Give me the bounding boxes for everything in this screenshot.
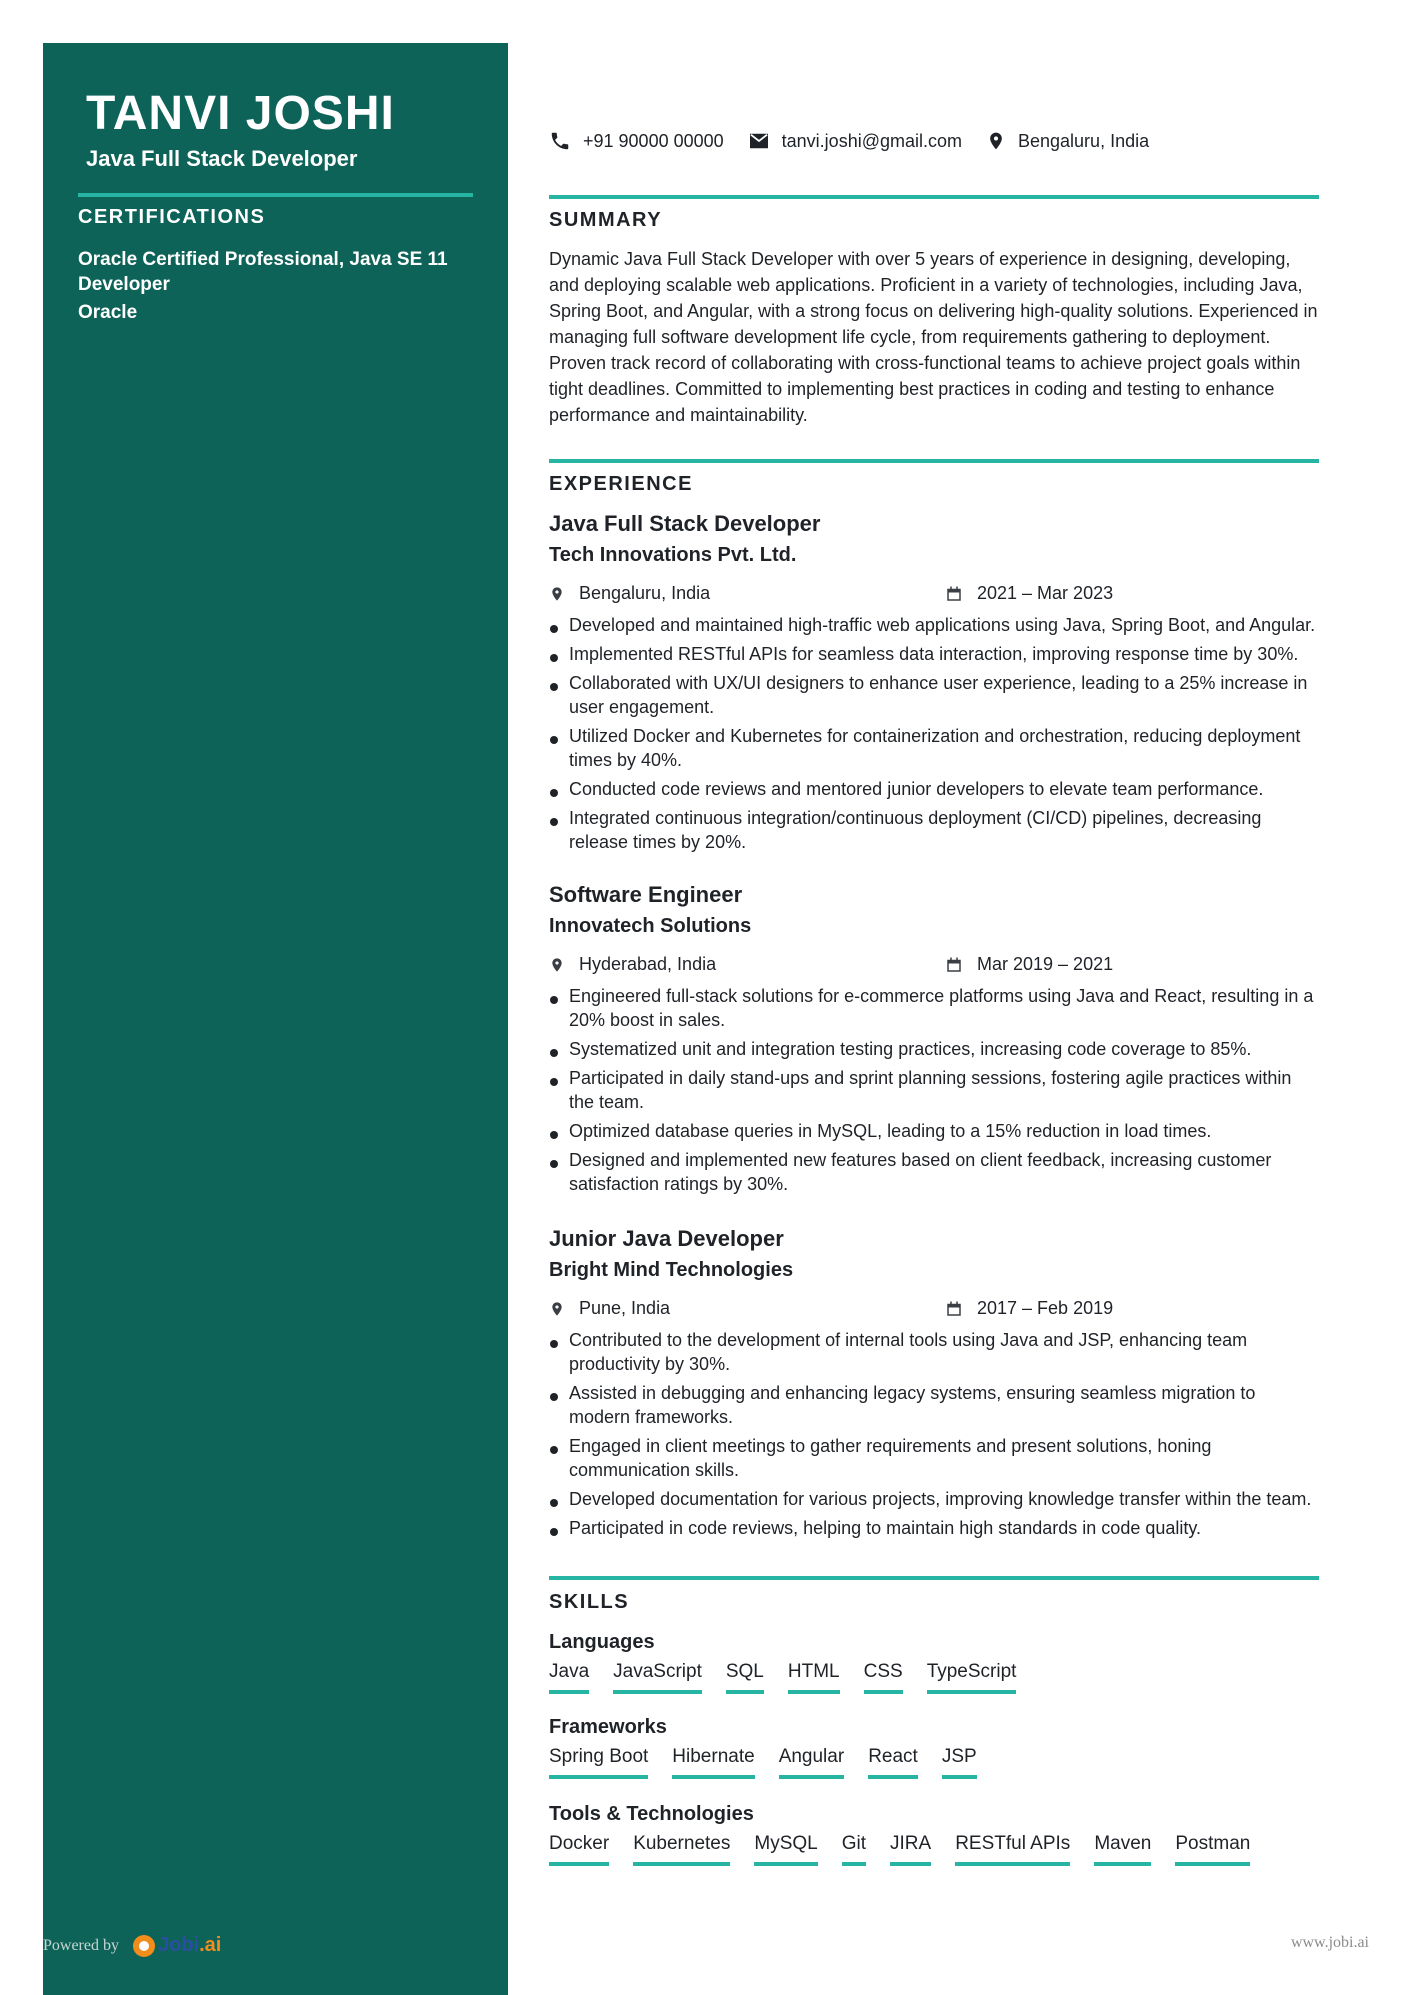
skill-chip: React — [868, 1745, 918, 1779]
job-company: Tech Innovations Pvt. Ltd. — [549, 544, 797, 566]
job-location-text: Hyderabad, India — [579, 954, 717, 974]
contact-location — [986, 130, 1149, 152]
skill-chip: Java — [549, 1660, 589, 1694]
job-title: Java Full Stack Developer — [549, 511, 821, 536]
skill-chip: HTML — [788, 1660, 840, 1694]
job-dates-text: Mar 2019 – 2021 — [977, 954, 1114, 974]
job-dates — [945, 583, 1113, 604]
list-item: Participated in daily stand-ups and sprint planning sessions, fostering agile practices within the team. — [549, 1066, 1319, 1114]
job-entry — [549, 1224, 1319, 1545]
calendar-icon — [945, 585, 963, 603]
experience-heading: EXPERIENCE — [549, 473, 693, 495]
location-text: Bengaluru, India — [1018, 130, 1150, 151]
job-entry — [549, 509, 1319, 859]
skill-chip: Docker — [549, 1832, 609, 1866]
skill-chip: SQL — [726, 1660, 764, 1694]
summary-divider — [549, 195, 1319, 199]
location-pin-icon — [986, 130, 1006, 152]
skill-chip: JavaScript — [613, 1660, 702, 1694]
job-title: Software Engineer — [549, 882, 743, 907]
skill-group-label: Frameworks — [549, 1716, 667, 1738]
contact-phone[interactable] — [549, 130, 724, 152]
sidebar — [43, 43, 508, 1995]
location-pin-icon — [549, 955, 565, 975]
skill-chip: TypeScript — [927, 1660, 1017, 1694]
skill-chip: Hibernate — [672, 1745, 754, 1779]
skill-chip: MySQL — [754, 1832, 817, 1866]
site-link[interactable]: www.jobi.ai — [1290, 1934, 1369, 1951]
email-icon — [748, 132, 770, 150]
list-item: Designed and implemented new features based on client feedback, increasing customer satisfaction ratings by 30%. — [549, 1148, 1319, 1196]
powered-by-label: Powered by — [43, 1936, 119, 1954]
job-dates-text: 2021 – Mar 2023 — [977, 583, 1114, 603]
experience-divider — [549, 459, 1319, 463]
skill-chips — [549, 1660, 1319, 1694]
location-pin-icon — [549, 584, 565, 604]
skill-group-languages — [549, 1628, 1319, 1694]
job-dates — [945, 954, 1113, 975]
skill-chip: Maven — [1094, 1832, 1151, 1866]
sidebar-divider — [78, 193, 473, 197]
calendar-icon — [945, 956, 963, 974]
summary-heading: SUMMARY — [549, 209, 663, 231]
phone-text: +91 90000 00000 — [583, 130, 724, 151]
list-item: Developed documentation for various projects, improving knowledge transfer within the team. — [549, 1487, 1319, 1511]
job-bullets — [549, 1328, 1319, 1540]
job-location-text: Bengaluru, India — [579, 583, 711, 603]
calendar-icon — [945, 1300, 963, 1318]
skill-chip: JIRA — [890, 1832, 931, 1866]
job-location-text: Pune, India — [579, 1298, 671, 1318]
skill-chip: CSS — [864, 1660, 903, 1694]
skill-chip: Git — [842, 1832, 866, 1866]
list-item: Utilized Docker and Kubernetes for containerization and orchestration, reducing deployment times by 40%. — [549, 724, 1319, 772]
list-item: Participated in code reviews, helping to maintain high standards in code quality. — [549, 1516, 1319, 1540]
skill-chips — [549, 1832, 1319, 1866]
list-item: Developed and maintained high-traffic web applications using Java, Spring Boot, and Angular. — [549, 613, 1319, 637]
job-meta — [549, 950, 1319, 984]
jobi-brand-suffix: .ai — [199, 1934, 222, 1956]
list-item: Collaborated with UX/UI designers to enhance user experience, leading to a 25% increase in user engagement. — [549, 671, 1319, 719]
skill-chips — [549, 1745, 1319, 1779]
list-item: Systematized unit and integration testing practices, increasing code coverage to 85%. — [549, 1037, 1319, 1061]
phone-icon — [549, 130, 571, 152]
job-dates-text: 2017 – Feb 2019 — [977, 1298, 1114, 1318]
job-meta — [549, 579, 1319, 613]
skill-chip: RESTful APIs — [955, 1832, 1070, 1866]
skills-divider — [549, 1576, 1319, 1580]
candidate-role: Java Full Stack Developer — [86, 146, 358, 171]
skill-group-tools — [549, 1800, 1319, 1866]
job-company: Bright Mind Technologies — [549, 1259, 794, 1281]
skill-group-label: Tools & Technologies — [549, 1803, 754, 1825]
email-text: tanvi.joshi@gmail.com — [781, 130, 962, 151]
list-item: Integrated continuous integration/continuous deployment (CI/CD) pipelines, decreasing release times by 20%. — [549, 806, 1319, 854]
certifications-heading: CERTIFICATIONS — [78, 206, 266, 228]
certification-issuer: Oracle — [78, 302, 138, 323]
job-bullets — [549, 613, 1319, 854]
jobi-logo[interactable] — [133, 1934, 221, 1957]
jobi-logo-icon — [133, 1935, 155, 1957]
skill-group-frameworks — [549, 1713, 1319, 1779]
job-title: Junior Java Developer — [549, 1226, 784, 1251]
list-item: Engineered full-stack solutions for e-commerce platforms using Java and React, resulting in a 20% boost in sales. — [549, 984, 1319, 1032]
job-company: Innovatech Solutions — [549, 915, 752, 937]
list-item: Assisted in debugging and enhancing legacy systems, ensuring seamless migration to modern frameworks. — [549, 1381, 1319, 1429]
list-item: Engaged in client meetings to gather requirements and present solutions, honing communication skills. — [549, 1434, 1319, 1482]
job-dates — [945, 1298, 1113, 1319]
jobi-brand-main: Jobi — [157, 1934, 200, 1956]
skill-chip: Postman — [1175, 1832, 1250, 1866]
skills-heading: SKILLS — [549, 1591, 630, 1613]
skill-chip: Angular — [779, 1745, 845, 1779]
job-bullets — [549, 984, 1319, 1196]
list-item: Optimized database queries in MySQL, leading to a 15% reduction in load times. — [549, 1119, 1319, 1143]
job-location — [549, 583, 710, 604]
skill-group-label: Languages — [549, 1631, 655, 1653]
location-pin-icon — [549, 1299, 565, 1319]
list-item: Implemented RESTful APIs for seamless data interaction, improving response time by 30%. — [549, 642, 1319, 666]
list-item: Contributed to the development of internal tools using Java and JSP, enhancing team productivity by 30%. — [549, 1328, 1319, 1376]
job-location — [549, 954, 716, 975]
skill-chip: Kubernetes — [633, 1832, 730, 1866]
contact-bar — [549, 130, 1319, 152]
skill-chip: JSP — [942, 1745, 977, 1779]
summary-text: Dynamic Java Full Stack Developer with over 5 years of experience in designing, developing, and deploying scalable web applications. Proficient in a variety of technologies, including Java, Spring Boot, and Angular, with a strong focus on delivering high-quality solutions. Experienced in managing full software development life cycle, from requirements gathering to deployment. Proven track record of collaborating with cross-functional teams to achieve project goals within tight deadlines. Committed to implementing best practices in coding and testing to enhance performance and maintainability. — [549, 249, 1318, 425]
contact-email[interactable] — [748, 131, 962, 152]
powered-by — [43, 1934, 221, 1957]
list-item: Conducted code reviews and mentored junior developers to elevate team performance. — [549, 777, 1319, 801]
candidate-name: TANVI JOSHI — [86, 87, 395, 140]
skill-chip: Spring Boot — [549, 1745, 648, 1779]
job-entry — [549, 880, 1319, 1201]
job-location — [549, 1298, 670, 1319]
certification-title: Oracle Certified Professional, Java SE 11 Developer — [78, 249, 448, 295]
job-meta — [549, 1294, 1319, 1328]
